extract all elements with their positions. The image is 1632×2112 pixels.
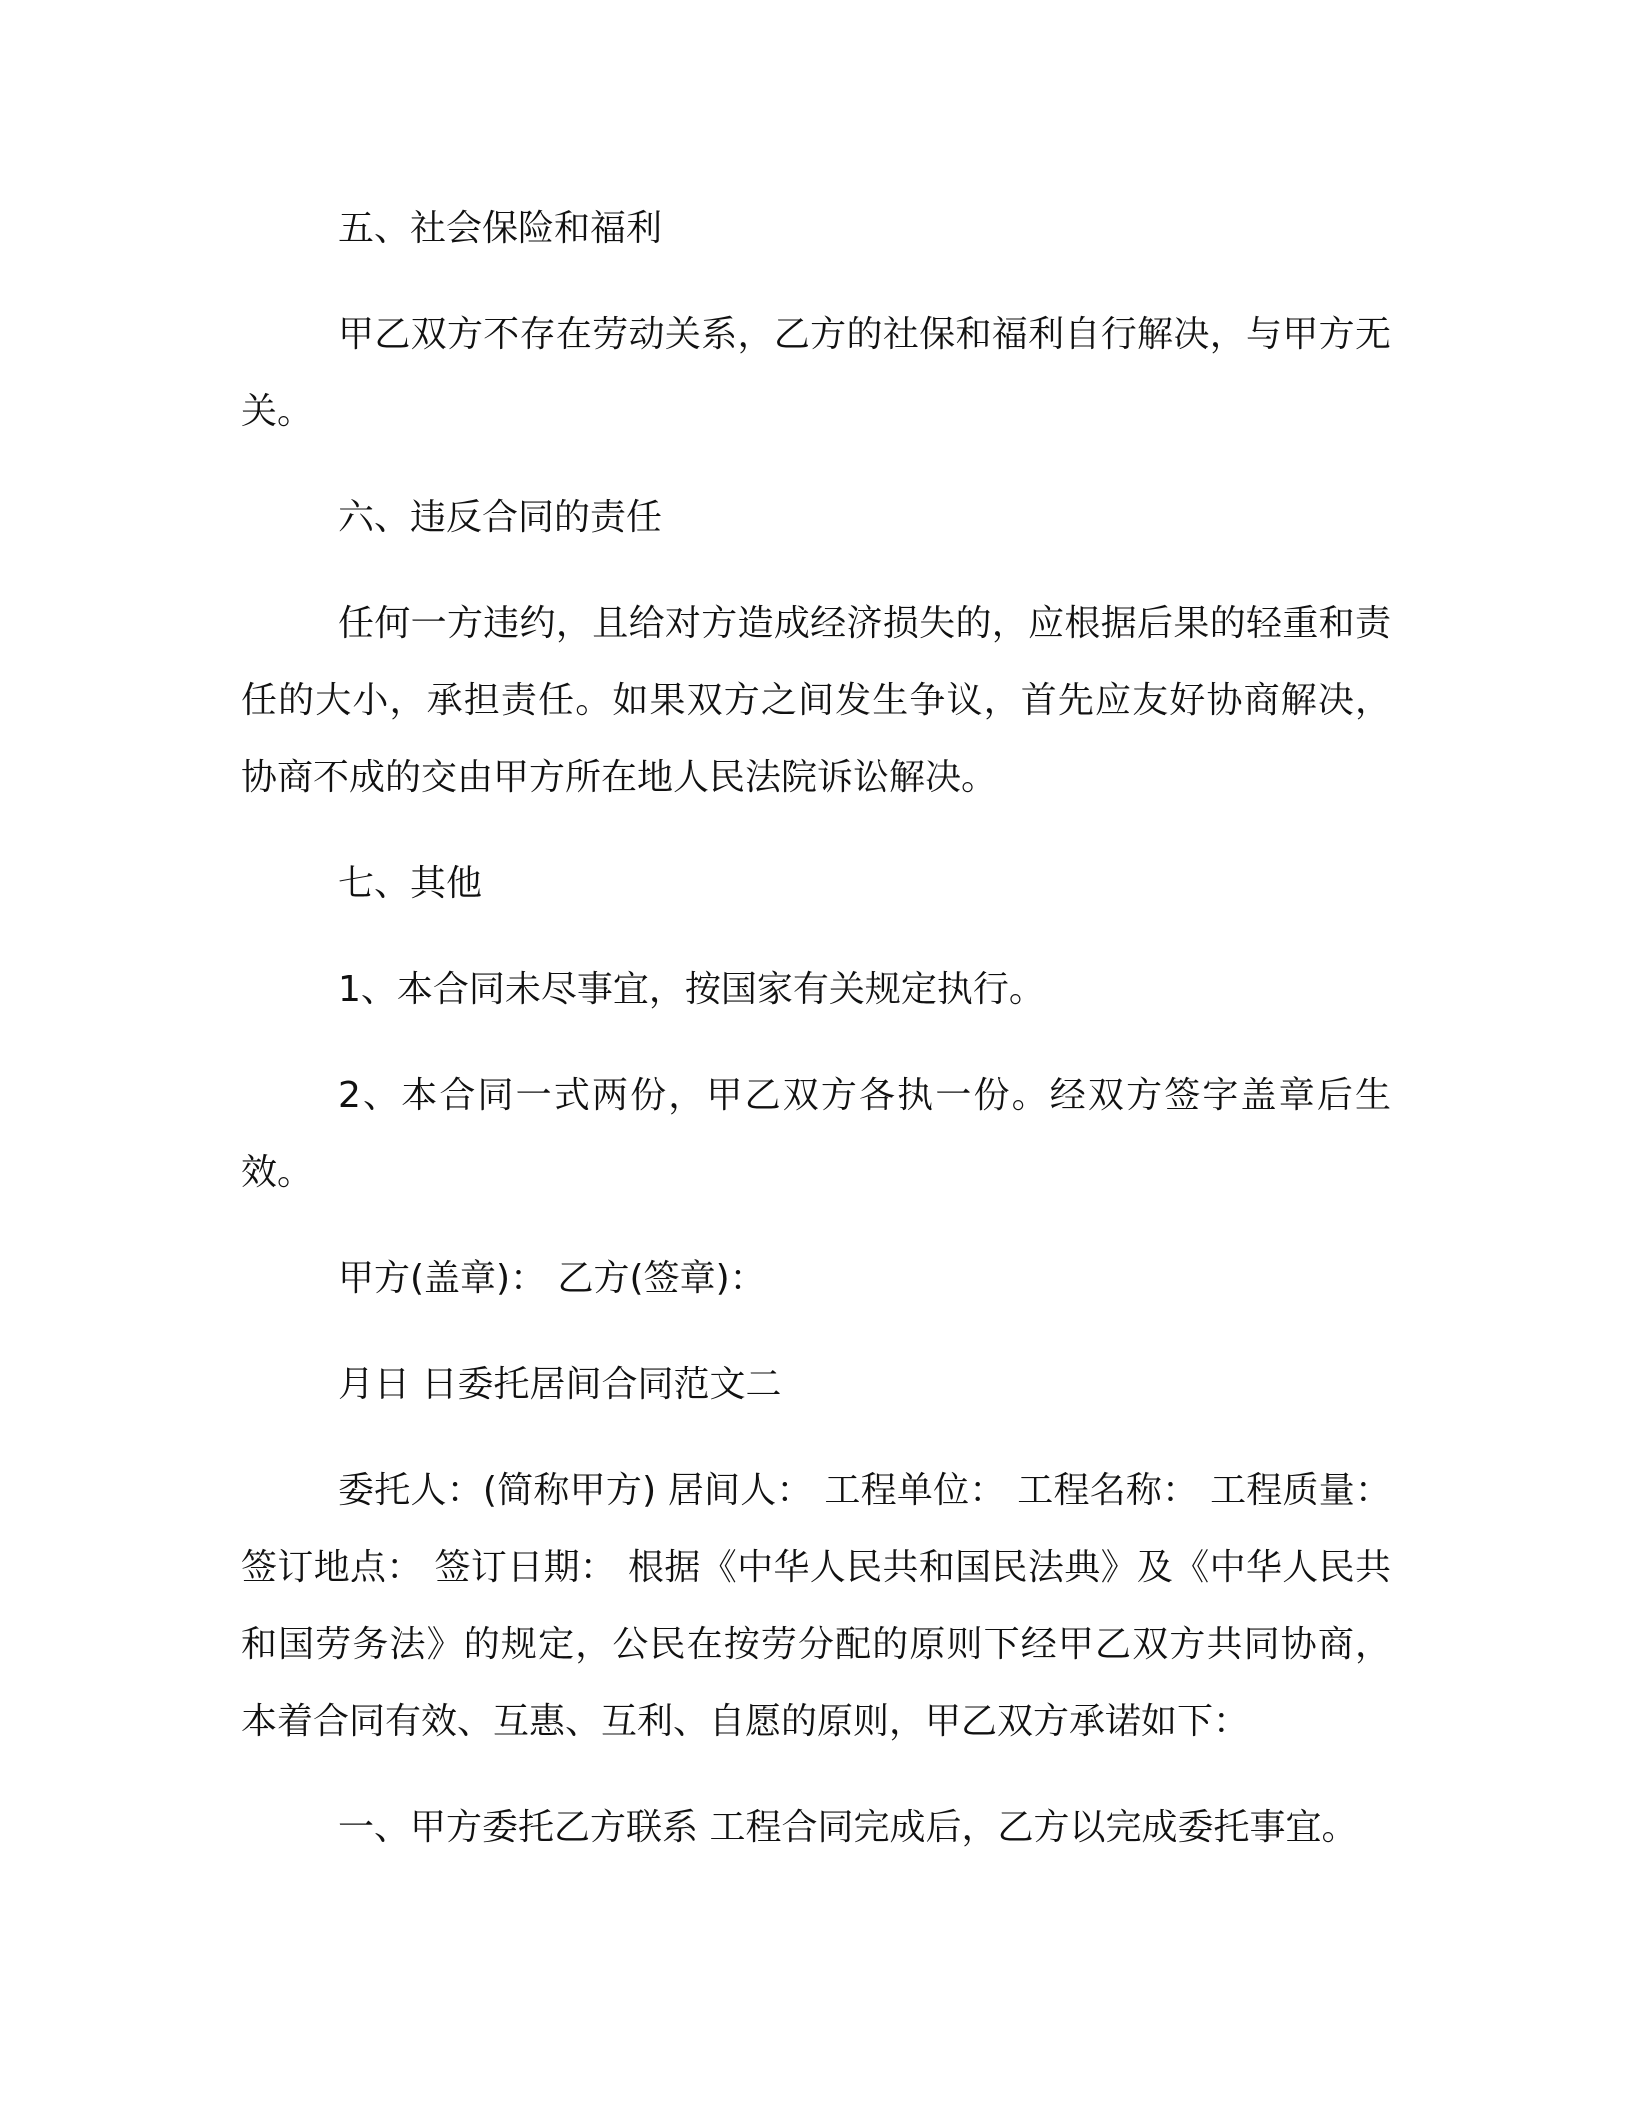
contract-title-sample-two: 月日 日委托居间合同范文二 (338, 1364, 782, 1405)
section-heading-other: 七、其他 (338, 863, 483, 904)
paragraph-parties-and-basis: 委托人：(简称甲方) 居间人： 工程单位： 工程名称： 工程质量：签订地点： 签订日期： 根据《中华人民共和国民法典》及《中华人民共和国劳务法》的规定，公民在按劳分配的原则下经甲乙双方共同协商，本着合同有效、互惠、互利、自愿的原则，甲乙双方承诺如下： (241, 1470, 1391, 1742)
paragraph-other-item-1: 1、本合同未尽事宜，按国家有关规定执行。 (338, 969, 1045, 1010)
document-body (241, 190, 1391, 1895)
paragraph-breach-liability: 任何一方违约，且给对方造成经济损失的，应根据后果的轻重和责任的大小，承担责任。如果双方之间发生争议，首先应友好协商解决，协商不成的交由甲方所在地人民法院诉讼解决。 (241, 603, 1391, 798)
paragraph-other-item-2: 2、本合同一式两份，甲乙双方各执一份。经双方签字盖章后生效。 (241, 1075, 1391, 1193)
section-heading-social-insurance: 五、社会保险和福利 (338, 208, 663, 249)
section-heading-breach-liability: 六、违反合同的责任 (338, 497, 663, 538)
paragraph-clause-one: 一、甲方委托乙方联系 工程合同完成后，乙方以完成委托事宜。 (338, 1807, 1358, 1848)
paragraph-social-insurance: 甲乙双方不存在劳动关系，乙方的社保和福利自行解决，与甲方无关。 (241, 314, 1391, 432)
signature-line: 甲方(盖章)： 乙方(签章)： (338, 1258, 766, 1299)
